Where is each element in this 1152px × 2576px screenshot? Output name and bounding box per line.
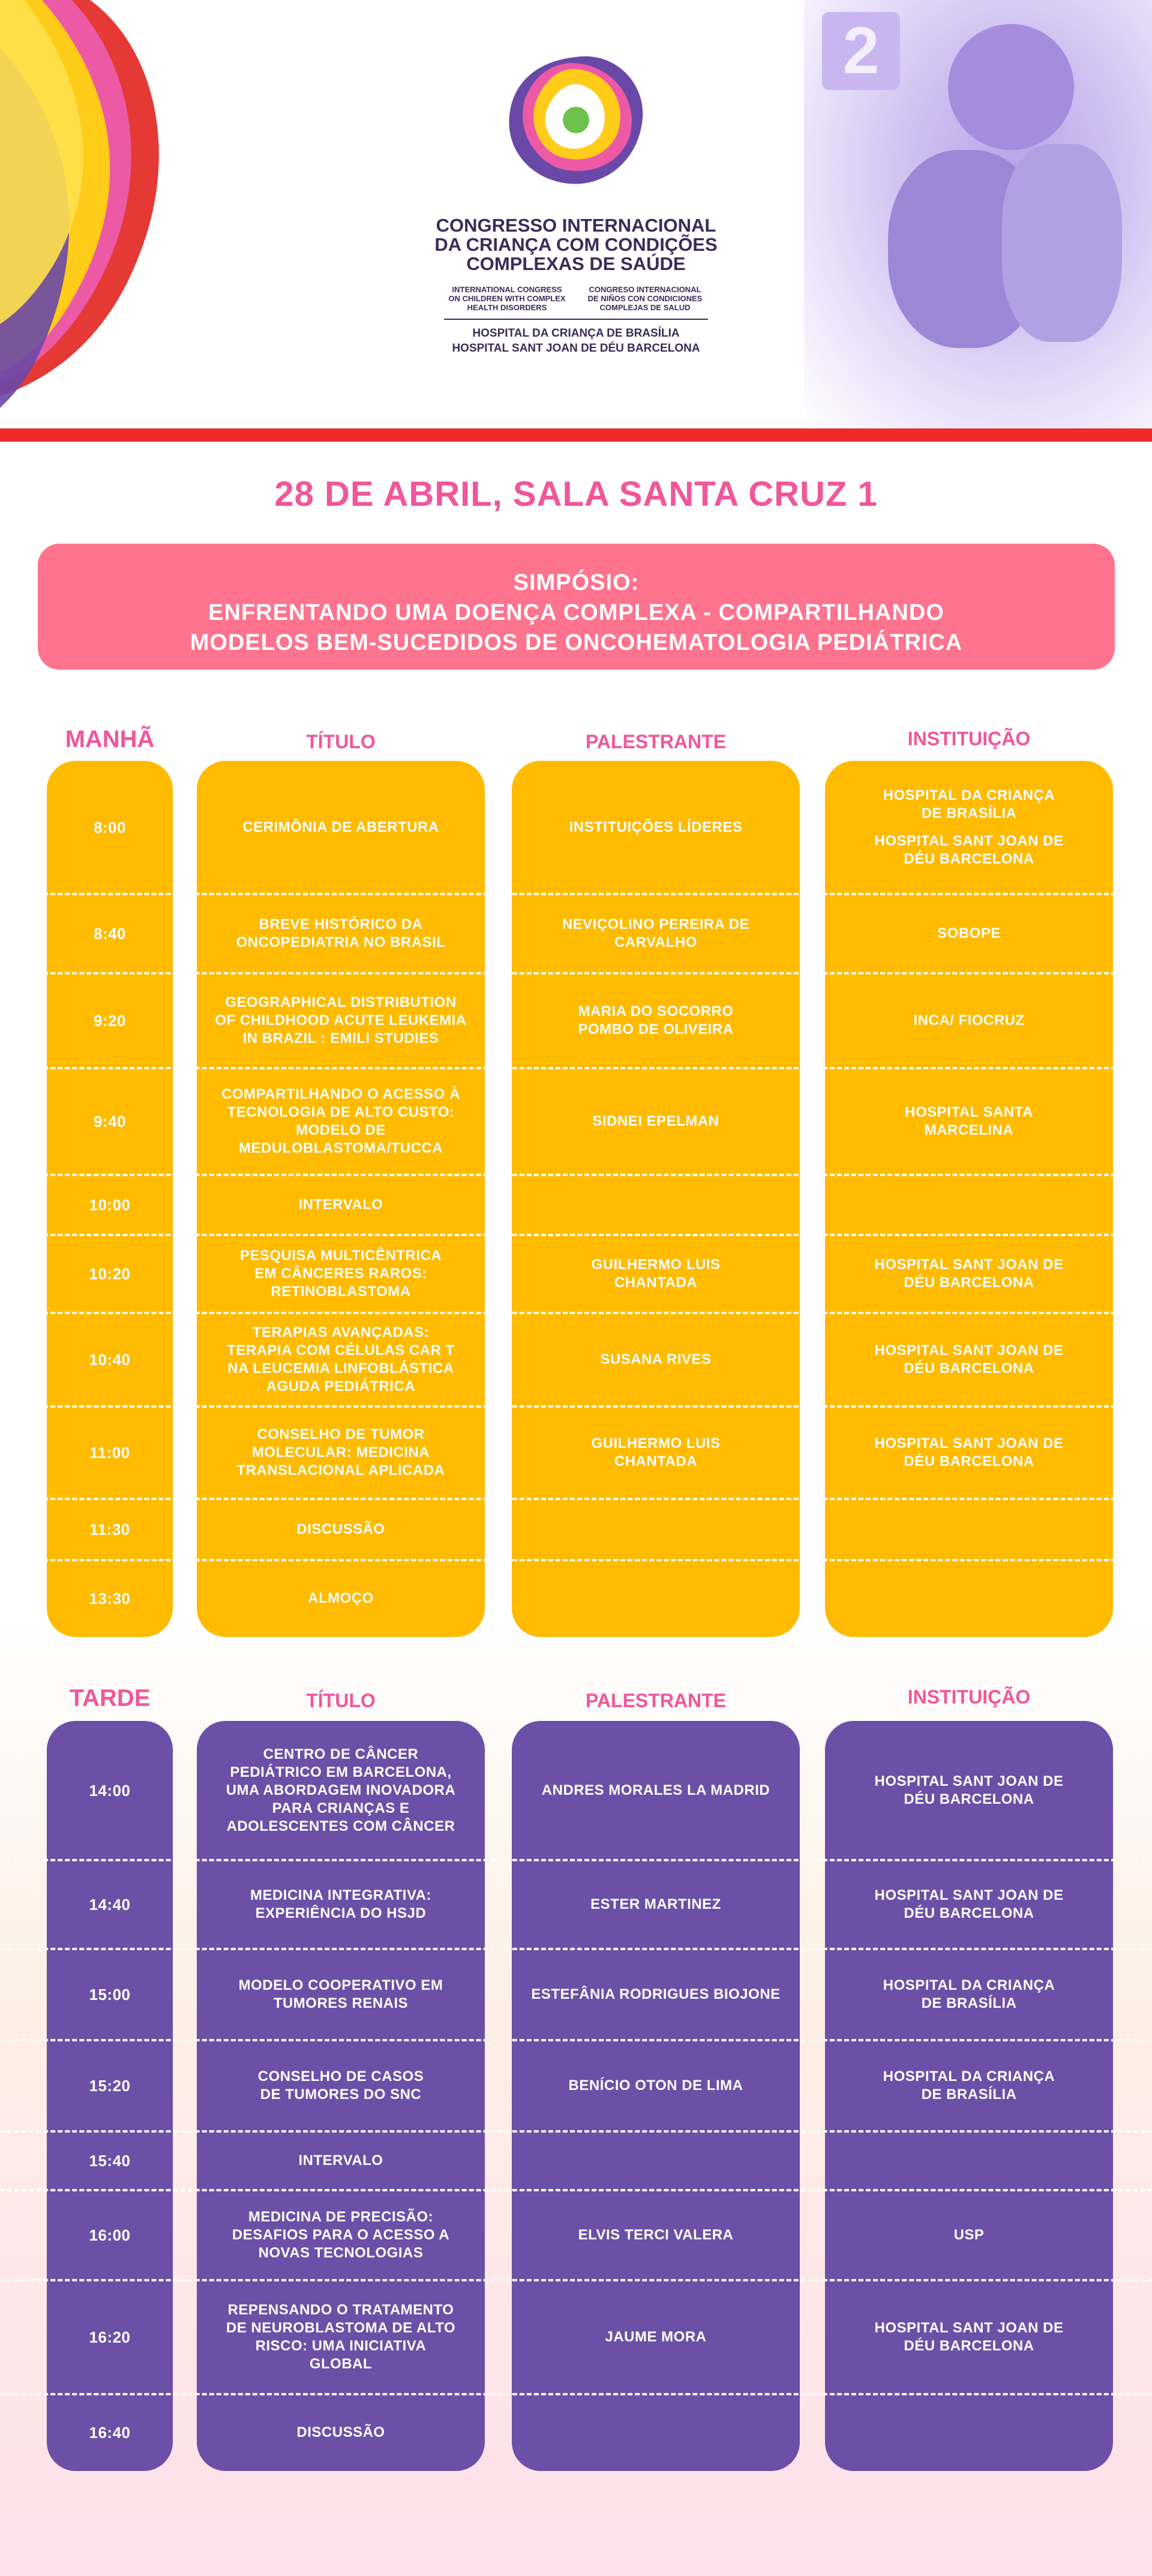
- afternoon-time-cell: [53, 2190, 167, 2280]
- morning-title-cell: [203, 894, 479, 973]
- afternoon-time-text: 16:00: [89, 2226, 131, 2244]
- number-block: 2: [822, 12, 900, 90]
- afternoon-institution-cell: [831, 2040, 1107, 2131]
- afternoon-title-line: DE TUMORES DO SNC: [260, 2086, 422, 2103]
- afternoon-institution-line: DÉU BARCELONA: [904, 1905, 1034, 1921]
- morning-title-line: NA LEUCEMIA LINFOBLÁSTICA: [227, 1360, 454, 1377]
- morning-time-cell: [53, 1235, 167, 1313]
- morning-time-cell: [53, 1313, 167, 1407]
- afternoon-institution-line: DÉU BARCELONA: [904, 2338, 1034, 2354]
- afternoon-speaker-cell: [518, 2394, 794, 2471]
- congress-name-english: INTERNATIONAL CONGRESS ON CHILDREN WITH COMPLEX HEALTH DISORDERS: [448, 285, 566, 312]
- morning-speaker-line: INSTITUIÇÕES LÍDERES: [569, 819, 743, 835]
- afternoon-institution-line: DÉU BARCELONA: [904, 1791, 1034, 1807]
- morning-institution-line: [875, 823, 1064, 832]
- morning-institution-line: HOSPITAL DA CRIANÇA: [883, 787, 1055, 803]
- morning-time-text: 11:00: [89, 1444, 130, 1462]
- afternoon-time-text: 15:20: [89, 2077, 131, 2095]
- symposium-banner: [38, 544, 1115, 670]
- morning-institution-cell: [831, 1068, 1107, 1175]
- afternoon-title-line: EXPERIÊNCIA DO HSJD: [255, 1905, 427, 1921]
- morning-title-line: CERIMÔNIA DE ABERTURA: [242, 819, 439, 835]
- afternoon-title-line: DESAFIOS PARA O ACESSO A: [232, 2227, 450, 2243]
- morning-institution-cell: [831, 1235, 1107, 1313]
- morning-title-line: INTERVALO: [298, 1196, 383, 1213]
- afternoon-title-line: ADOLESCENTES COM CÂNCER: [226, 1818, 455, 1834]
- afternoon-institution-cell: [831, 1860, 1107, 1949]
- morning-title-cell: [203, 1499, 479, 1560]
- afternoon-speaker-cell: [518, 1721, 794, 1860]
- morning-institution-cell: [831, 761, 1107, 894]
- morning-time-cell: [53, 1068, 167, 1175]
- afternoon-title-line: DISCUSSÃO: [296, 2424, 385, 2440]
- afternoon-speaker-cell: [518, 2190, 794, 2280]
- morning-speaker-line: SUSANA RIVES: [600, 1351, 712, 1368]
- morning-title-line: IN BRAZIL : EMILI STUDIES: [242, 1030, 439, 1046]
- afternoon-institution-line: HOSPITAL SANT JOAN DE: [874, 2320, 1064, 2336]
- child-head: [948, 24, 1074, 150]
- morning-time-cell: [53, 1560, 167, 1637]
- morning-title-line: PESQUISA MULTICÊNTRICA: [239, 1247, 442, 1264]
- morning-time-text: 10:20: [89, 1265, 131, 1283]
- afternoon-time-cell: [53, 1721, 167, 1860]
- morning-speaker-cell: [518, 1313, 794, 1407]
- morning-speaker-line: SIDNEI EPELMAN: [592, 1113, 719, 1129]
- banner-line-1: SIMPÓSIO:: [513, 570, 640, 595]
- morning-speaker-line: CHANTADA: [614, 1274, 698, 1291]
- morning-time-text: 13:30: [89, 1590, 131, 1608]
- morning-title-line: TRANSLACIONAL APLICADA: [236, 1462, 445, 1479]
- afternoon-time-cell: [53, 2280, 167, 2394]
- child-with-teddy-bear-photo: [804, 0, 1152, 428]
- afternoon-title-cell: [203, 1949, 479, 2040]
- morning-speaker-cell: [518, 1175, 794, 1235]
- morning-title-line: AGUDA PEDIÁTRICA: [266, 1378, 416, 1395]
- congress-name-portuguese: CONGRESSO INTERNACIONAL DA CRIANÇA COM CONDIÇÕES COMPLEXAS DE SAÚDE: [434, 215, 718, 274]
- morning-speaker-cell: [518, 1068, 794, 1175]
- morning-title-line: ONCOPEDIATRIA NO BRASIL: [236, 934, 446, 950]
- afternoon-speaker-line: ELVIS TERCI VALERA: [578, 2227, 734, 2243]
- afternoon-speaker-line: ESTER MARTINEZ: [590, 1896, 721, 1912]
- child-body: [1002, 144, 1122, 342]
- afternoon-speaker-line: ANDRES MORALES LA MADRID: [541, 1782, 770, 1798]
- morning-time-text: 8:00: [93, 818, 127, 836]
- morning-time-text: 9:20: [93, 1012, 127, 1030]
- morning-speaker-cell: [518, 1235, 794, 1313]
- afternoon-speaker-cell: [518, 2131, 794, 2190]
- afternoon-institution-cell: [831, 1949, 1107, 2040]
- morning-title-cell: [203, 1175, 479, 1235]
- date-room-title: 28 DE ABRIL, SALA SANTA CRUZ 1: [274, 475, 878, 514]
- afternoon-title-line: NOVAS TECNOLOGIAS: [258, 2245, 424, 2261]
- morning-title-line: OF CHILDHOOD ACUTE LEUKEMIA: [215, 1012, 467, 1028]
- morning-speaker-line: CHANTADA: [614, 1453, 698, 1470]
- morning-title-cell: [203, 761, 479, 894]
- afternoon-speaker-heading: PALESTRANTE: [585, 1690, 727, 1711]
- afternoon-title-line: TUMORES RENAIS: [273, 1995, 409, 2011]
- morning-time-text: 11:30: [89, 1521, 130, 1539]
- afternoon-time-text: 15:00: [89, 1986, 131, 2004]
- morning-speaker-heading: PALESTRANTE: [585, 731, 727, 752]
- afternoon-institution-line: HOSPITAL DA CRIANÇA: [883, 2068, 1055, 2085]
- afternoon-speaker-cell: [518, 1860, 794, 1949]
- congress-logo-icon: [498, 51, 654, 195]
- afternoon-speaker-line: JAUME MORA: [605, 2329, 707, 2345]
- morning-title-cell: [203, 1313, 479, 1407]
- morning-time-cell: [53, 894, 167, 973]
- afternoon-time-text: 16:40: [89, 2424, 131, 2442]
- afternoon-title-line: MEDICINA INTEGRATIVA:: [250, 1887, 432, 1903]
- morning-time-text: 9:40: [93, 1112, 127, 1130]
- morning-institution-line: HOSPITAL SANT JOAN DE: [874, 833, 1064, 849]
- logo-divider: [444, 319, 708, 320]
- afternoon-title-line: PARA CRIANÇAS E: [272, 1800, 410, 1816]
- afternoon-title-line: DE NEUROBLASTOMA DE ALTO: [226, 2320, 456, 2336]
- afternoon-time-text: 14:40: [89, 1896, 131, 1914]
- afternoon-speaker-line: ESTEFÂNIA RODRIGUES BIOJONE: [531, 1986, 781, 2002]
- morning-institution-line: DE BRASÍLIA: [921, 805, 1017, 821]
- morning-speaker-cell: [518, 894, 794, 973]
- morning-speaker-line: GUILHERMO LUIS: [591, 1256, 721, 1273]
- afternoon-institution-cell: [831, 2190, 1107, 2280]
- morning-institution-cell: [831, 973, 1107, 1068]
- afternoon-title-cell: [203, 1860, 479, 1949]
- morning-institution-line: MARCELINA: [924, 1122, 1014, 1138]
- morning-title-line: TERAPIAS AVANÇADAS:: [252, 1324, 430, 1341]
- morning-title-line: DISCUSSÃO: [296, 1521, 385, 1537]
- afternoon-time-cell: [53, 1949, 167, 2040]
- afternoon-institution-line: DE BRASÍLIA: [921, 2086, 1017, 2103]
- afternoon-speaker-line: BENÍCIO OTON DE LIMA: [568, 2077, 743, 2094]
- afternoon-institution-cell: [831, 2280, 1107, 2394]
- morning-time-cell: [53, 1499, 167, 1560]
- afternoon-title-line: MEDICINA DE PRECISÃO:: [248, 2209, 434, 2225]
- morning-speaker-line: NEVIÇOLINO PEREIRA DE: [562, 916, 750, 932]
- morning-institution-line: INCA/ FIOCRUZ: [913, 1012, 1025, 1028]
- morning-title-line: TERAPIA COM CÉLULAS CAR T: [227, 1342, 455, 1359]
- afternoon-title-line: MODELO COOPERATIVO EM: [238, 1977, 443, 1993]
- afternoon-speaker-cell: [518, 2040, 794, 2131]
- afternoon-title-line: UMA ABORDAGEM INOVADORA: [226, 1782, 456, 1798]
- afternoon-institution-line: HOSPITAL DA CRIANÇA: [883, 1977, 1055, 1993]
- morning-institution-line: DÉU BARCELONA: [904, 1274, 1034, 1291]
- afternoon-title-cell: [203, 1721, 479, 1860]
- afternoon-time-text: 15:40: [89, 2152, 131, 2170]
- header: [0, 0, 1152, 428]
- morning-institution-cell: [831, 1175, 1107, 1235]
- afternoon-institution-heading: INSTITUIÇÃO: [907, 1686, 1031, 1708]
- decorative-petals-graphic: [0, 0, 198, 428]
- afternoon-period-heading: TARDE: [69, 1685, 151, 1711]
- afternoon-title-line: RISCO: UMA INICIATIVA: [255, 2338, 427, 2354]
- morning-speaker-cell: [518, 761, 794, 894]
- morning-institution-line: DÉU BARCELONA: [904, 1453, 1034, 1470]
- afternoon-time-cell: [53, 2131, 167, 2190]
- morning-time-cell: [53, 761, 167, 894]
- afternoon-institution-cell: [831, 1721, 1107, 1860]
- morning-title-line: RETINOBLASTOMA: [271, 1283, 411, 1300]
- morning-speaker-line: CARVALHO: [614, 934, 697, 950]
- morning-title-line: CONSELHO DE TUMOR: [257, 1426, 425, 1443]
- congress-name-spanish: CONGRESO INTERNACIONAL DE NIÑOS CON CONDICIONES COMPLEJAS DE SALUD: [587, 285, 703, 312]
- afternoon-time-cell: [53, 1860, 167, 1949]
- morning-title-cell: [203, 1560, 479, 1637]
- morning-period-heading: MANHÃ: [65, 726, 155, 752]
- morning-institution-line: DÉU BARCELONA: [904, 1360, 1034, 1377]
- afternoon-title-line: INTERVALO: [298, 2152, 383, 2169]
- morning-institution-line: HOSPITAL SANT JOAN DE: [874, 1256, 1064, 1273]
- afternoon-institution-line: HOSPITAL SANT JOAN DE: [874, 1887, 1064, 1903]
- morning-speaker-cell: [518, 1499, 794, 1560]
- afternoon-title-line: PEDIÁTRICO EM BARCELONA,: [230, 1764, 452, 1780]
- morning-institution-cell: [831, 1560, 1107, 1637]
- morning-institution-cell: [831, 1499, 1107, 1560]
- afternoon-time-cell: [53, 2394, 167, 2471]
- morning-time-text: 8:40: [93, 925, 127, 943]
- header-red-bar: [0, 428, 1152, 442]
- morning-speaker-line: GUILHERMO LUIS: [591, 1435, 721, 1452]
- morning-title-line: TECNOLOGIA DE ALTO CUSTO:: [227, 1104, 455, 1120]
- morning-time-text: 10:00: [89, 1196, 131, 1214]
- afternoon-title-cell: [203, 2190, 479, 2280]
- afternoon-speaker-cell: [518, 1949, 794, 2040]
- afternoon-title-line: CONSELHO DE CASOS: [257, 2068, 424, 2085]
- afternoon-institution-cell: [831, 2394, 1107, 2471]
- morning-institution-line: HOSPITAL SANT JOAN DE: [874, 1342, 1064, 1359]
- morning-institution-cell: [831, 1313, 1107, 1407]
- morning-title-heading: TÍTULO: [306, 731, 376, 752]
- afternoon-title-cell: [203, 2280, 479, 2394]
- morning-institution-cell: [831, 894, 1107, 973]
- afternoon-institution-line: HOSPITAL SANT JOAN DE: [874, 1773, 1064, 1789]
- morning-title-cell: [203, 973, 479, 1068]
- morning-title-line: EM CÂNCERES RAROS:: [254, 1265, 427, 1282]
- afternoon-title-cell: [203, 2040, 479, 2131]
- morning-title-line: ALMOÇO: [308, 1590, 374, 1606]
- morning-title-line: MODELO DE: [296, 1122, 386, 1138]
- afternoon-institution-line: DE BRASÍLIA: [921, 1995, 1017, 2011]
- morning-speaker-cell: [518, 973, 794, 1068]
- banner-line-2: ENFRENTANDO UMA DOENÇA COMPLEXA - COMPARTILHANDO: [208, 600, 944, 625]
- morning-speaker-cell: [518, 1407, 794, 1499]
- morning-institution-heading: INSTITUIÇÃO: [907, 728, 1031, 749]
- afternoon-title-line: GLOBAL: [309, 2356, 373, 2372]
- morning-institution-line: HOSPITAL SANT JOAN DE: [874, 1435, 1064, 1452]
- afternoon-title-heading: TÍTULO: [306, 1690, 376, 1711]
- afternoon-title-line: REPENSANDO O TRATAMENTO: [227, 2302, 454, 2318]
- afternoon-title-line: CENTRO DE CÂNCER: [263, 1746, 419, 1762]
- morning-institution-line: HOSPITAL SANTA: [905, 1104, 1033, 1120]
- morning-institution-cell: [831, 1407, 1107, 1499]
- morning-title-cell: [203, 1235, 479, 1313]
- afternoon-speaker-cell: [518, 2280, 794, 2394]
- afternoon-institution-cell: [831, 2131, 1107, 2190]
- morning-title-cell: [203, 1407, 479, 1499]
- morning-speaker-cell: [518, 1560, 794, 1637]
- morning-time-cell: [53, 1175, 167, 1235]
- morning-title-cell: [203, 1068, 479, 1175]
- morning-time-text: 10:40: [89, 1351, 131, 1369]
- afternoon-institution-line: USP: [953, 2227, 985, 2243]
- morning-institution-line: SOBOPE: [937, 925, 1001, 941]
- morning-time-cell: [53, 973, 167, 1068]
- morning-speaker-line: MARIA DO SOCORRO: [578, 1003, 734, 1019]
- afternoon-time-text: 16:20: [89, 2328, 131, 2346]
- afternoon-title-cell: [203, 2131, 479, 2190]
- afternoon-time-text: 14:00: [89, 1782, 131, 1800]
- morning-time-cell: [53, 1407, 167, 1499]
- host-hospitals: HOSPITAL DA CRIANÇA DE BRASÍLIA HOSPITAL SANT JOAN DE DÉU BARCELONA: [452, 327, 700, 355]
- morning-title-line: MOLECULAR: MEDICINA: [251, 1444, 430, 1461]
- morning-institution-line: DÉU BARCELONA: [904, 851, 1034, 867]
- morning-title-line: BREVE HISTÓRICO DA: [259, 916, 423, 932]
- afternoon-title-cell: [203, 2394, 479, 2471]
- afternoon-time-cell: [53, 2040, 167, 2131]
- morning-title-line: MEDULOBLASTOMA/TUCCA: [238, 1140, 443, 1156]
- morning-speaker-line: POMBO DE OLIVEIRA: [578, 1021, 734, 1037]
- morning-title-line: GEOGRAPHICAL DISTRIBUTION: [225, 994, 457, 1010]
- morning-title-line: COMPARTILHANDO O ACESSO À: [221, 1086, 460, 1102]
- banner-line-3: MODELOS BEM-SUCEDIDOS DE ONCOHEMATOLOGIA PEDIÁTRICA: [190, 630, 963, 655]
